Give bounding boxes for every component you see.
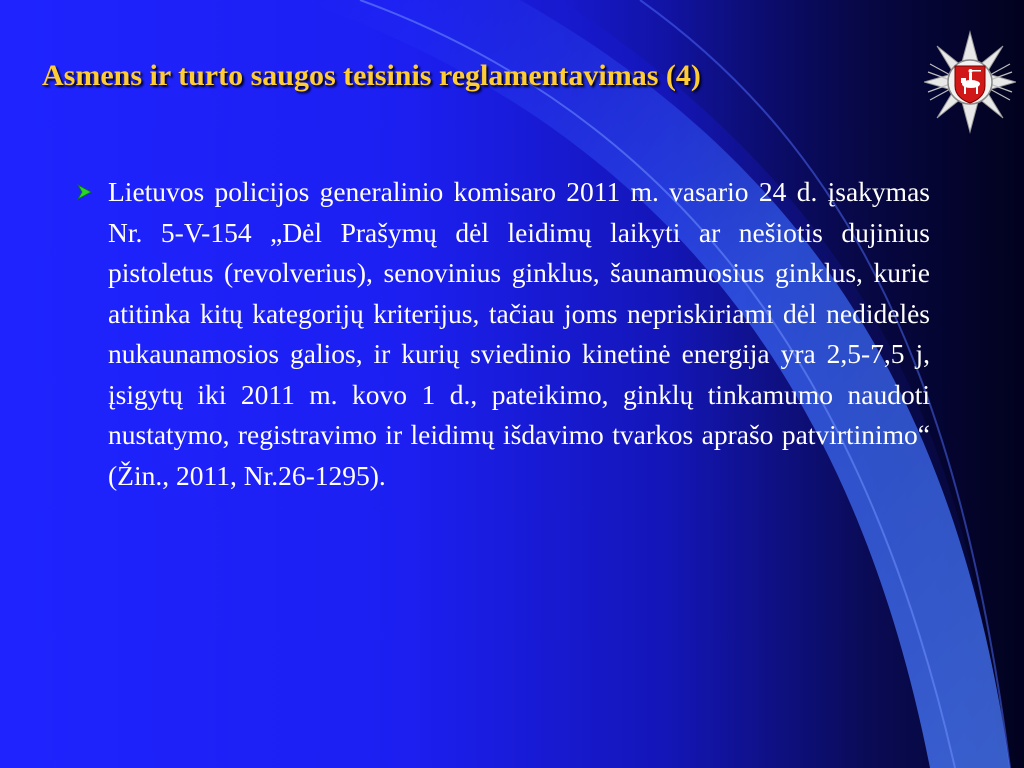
arrow-bullet-icon (76, 184, 92, 200)
slide-title: Asmens ir turto saugos teisinis reglamentavimas (4) (42, 59, 701, 92)
bullet-list (70, 172, 930, 496)
bullet-text: Lietuvos policijos generalinio komisaro 2011 m. vasario 24 d. įsakymas Nr. 5-V-154 „Dėl Prašymų dėl leidimų laikyti ar nešiotis dujinius pistoletus (revolverius), senovinius ginklus, šaunamuosius ginklus, kurie atitinka kitų kategorijų kriterijus, tačiau joms nepriskiriami dėl nedidelės nukaunamosios galios, ir kurių sviedinio kinetinė energija yra 2,5-7,5 j, įsigytų iki 2011 m. kovo 1 d., pateikimo, ginklų tinkamumo naudoti nustatymo, registravimo ir leidimų išdavimo tvarkos aprašo patvirtinimo“ (Žin., 2011, Nr.26-1295). (108, 176, 930, 491)
police-star-emblem-icon (924, 26, 1016, 138)
list-item (70, 172, 930, 496)
